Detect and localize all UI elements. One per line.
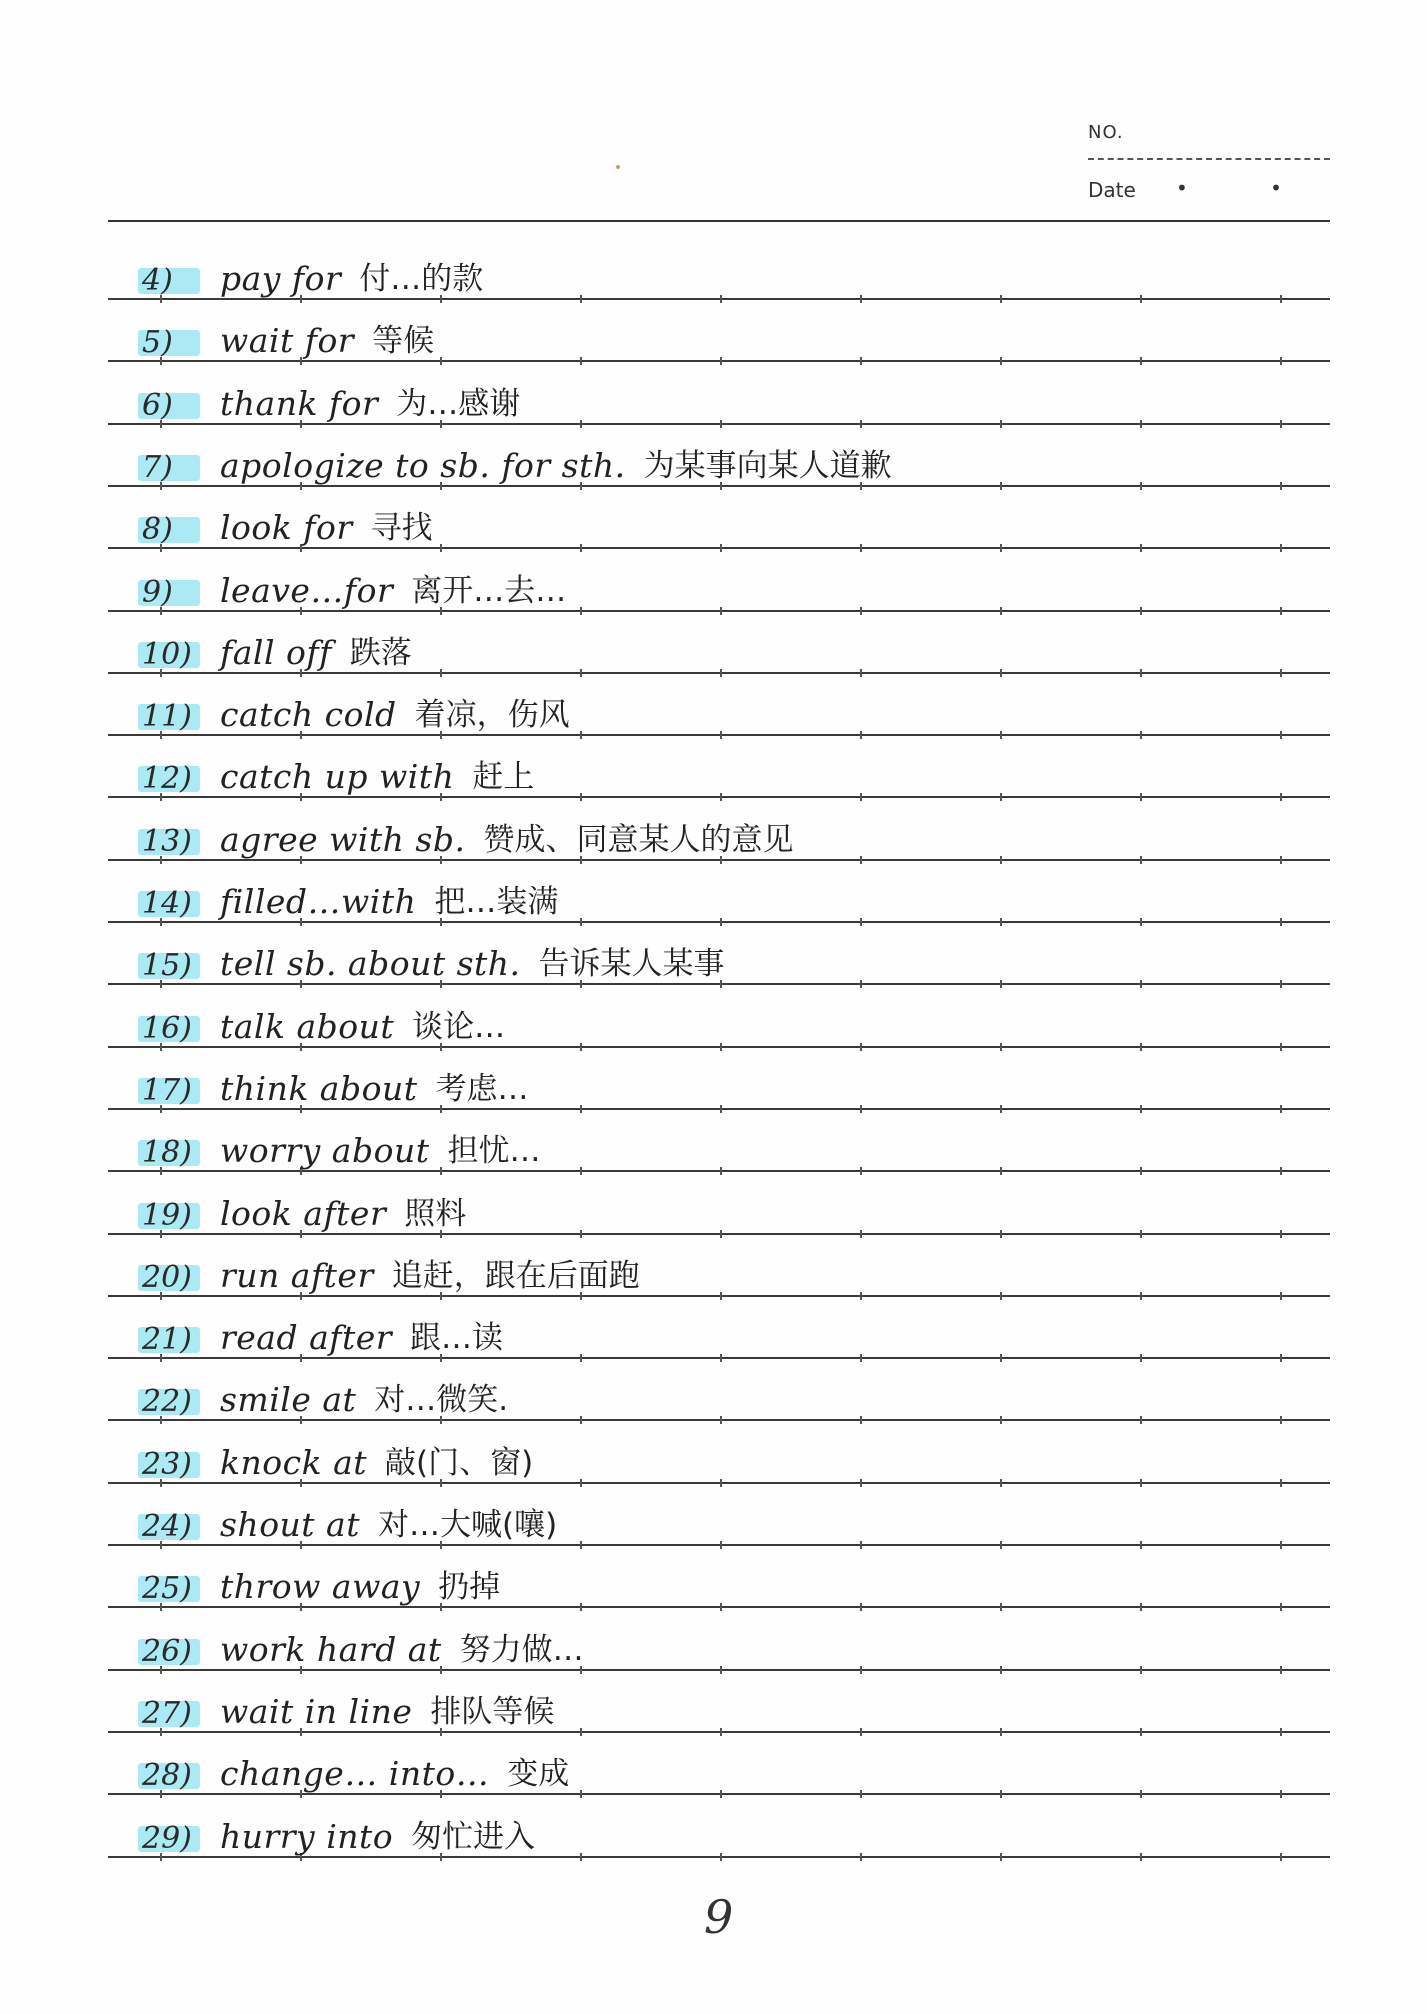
rule-tick (580, 1479, 582, 1487)
rule-tick (580, 1728, 582, 1736)
page-number: 9 (704, 1890, 734, 1944)
rule-tick (1140, 1479, 1142, 1487)
ruled-line (108, 1357, 1330, 1359)
entry-number: 10) (138, 637, 208, 672)
rule-tick (1000, 295, 1002, 303)
rule-tick (580, 731, 582, 739)
rule-tick (580, 1167, 582, 1175)
rule-tick (1140, 1354, 1142, 1362)
rule-tick (1140, 607, 1142, 615)
rule-tick (860, 669, 862, 677)
rule-tick (1000, 1790, 1002, 1798)
ruled-line (108, 859, 1330, 861)
entry-phrase: think about (220, 1069, 418, 1108)
rule-tick (1280, 1105, 1282, 1113)
rule-tick (580, 420, 582, 428)
rule-tick (1000, 1167, 1002, 1175)
rule-tick (1000, 420, 1002, 428)
entry-number: 16) (138, 1011, 208, 1046)
entry-number: 9) (138, 575, 208, 610)
entry-number: 23) (138, 1447, 208, 1482)
rule-tick (1140, 1541, 1142, 1549)
rule-tick (1000, 1666, 1002, 1674)
entry-number: 28) (138, 1758, 208, 1793)
rule-tick (580, 1790, 582, 1798)
entry-meaning: 对…大喊(嚷) (378, 1507, 558, 1543)
entry-number: 15) (138, 948, 208, 983)
entry-phrase: filled…with (220, 882, 417, 921)
entry-number: 26) (138, 1634, 208, 1669)
rule-tick (1280, 357, 1282, 365)
phrase-entry (138, 740, 534, 796)
rule-tick (1280, 1790, 1282, 1798)
entry-number: 24) (138, 1509, 208, 1544)
rule-tick (720, 1292, 722, 1300)
rule-tick (1280, 980, 1282, 988)
rule-tick (1000, 918, 1002, 926)
rule-tick (1280, 1416, 1282, 1424)
ruled-line (108, 298, 1330, 300)
rule-tick (720, 669, 722, 677)
ruled-line (108, 360, 1330, 362)
rule-tick (860, 1354, 862, 1362)
rule-tick (1280, 1479, 1282, 1487)
entry-phrase: look after (220, 1194, 387, 1233)
ruled-line (108, 547, 1330, 549)
rule-tick (1140, 731, 1142, 739)
ruled-line (108, 734, 1330, 736)
rule-tick (1140, 1230, 1142, 1238)
entry-meaning: 变成 (507, 1756, 570, 1792)
ruled-line (108, 1669, 1330, 1671)
rule-tick (1280, 544, 1282, 552)
rule-tick (1000, 980, 1002, 988)
rule-tick (860, 420, 862, 428)
entry-number: 27) (138, 1696, 208, 1731)
rule-tick (1140, 1728, 1142, 1736)
rule-tick (1140, 1603, 1142, 1611)
ruled-line (108, 423, 1330, 425)
phrase-entry (138, 1550, 500, 1606)
entry-number: 19) (138, 1198, 208, 1233)
rule-tick (1140, 482, 1142, 490)
rule-tick (1000, 607, 1002, 615)
entry-meaning: 离开…去… (411, 573, 567, 609)
ruled-line (108, 1170, 1330, 1172)
rule-tick (1140, 1292, 1142, 1300)
entry-meaning: 着凉，伤风 (414, 697, 570, 733)
ruled-line (108, 672, 1330, 674)
phrase-entry (138, 429, 892, 485)
rule-tick (1000, 1479, 1002, 1487)
phrase-entry (138, 1800, 535, 1856)
rule-tick (1280, 607, 1282, 615)
entry-phrase: run after (220, 1256, 374, 1295)
rule-tick (860, 1541, 862, 1549)
rule-tick (860, 1603, 862, 1611)
entry-meaning: 为某事向某人道歉 (643, 448, 892, 484)
rule-tick (860, 1666, 862, 1674)
ruled-line (108, 1793, 1330, 1795)
entry-phrase: read after (220, 1318, 393, 1357)
entry-number: 29) (138, 1821, 208, 1856)
rule-tick (860, 1853, 862, 1861)
rule-tick (720, 1416, 722, 1424)
rule-tick (580, 669, 582, 677)
ruled-line (108, 1606, 1330, 1608)
entry-phrase: tell sb. about sth. (220, 944, 521, 983)
rule-tick (580, 918, 582, 926)
entry-phrase: work hard at (220, 1630, 442, 1669)
ruled-line (108, 1731, 1330, 1733)
rule-tick (1280, 1853, 1282, 1861)
rule-tick (1280, 1541, 1282, 1549)
header-date-dots: • • (1176, 176, 1320, 200)
ruled-line (108, 485, 1330, 487)
entry-number: 4) (138, 263, 208, 298)
rule-tick (860, 1292, 862, 1300)
rule-tick (1280, 1354, 1282, 1362)
ruled-line (108, 1233, 1330, 1235)
rule-tick (860, 918, 862, 926)
ruled-line (108, 921, 1330, 923)
entry-meaning: 对…微笑. (374, 1382, 509, 1418)
rule-tick (1140, 544, 1142, 552)
rule-tick (860, 856, 862, 864)
phrase-entry (138, 927, 725, 983)
phrase-entry (138, 990, 505, 1046)
rule-tick (580, 357, 582, 365)
entry-phrase: talk about (220, 1007, 395, 1046)
ruled-line (108, 1856, 1330, 1858)
phrase-entry (138, 367, 520, 423)
rule-tick (1280, 1603, 1282, 1611)
entry-meaning: 努力做… (459, 1632, 584, 1668)
rule-tick (580, 1853, 582, 1861)
entry-meaning: 寻找 (370, 510, 433, 546)
entry-meaning: 考虑… (435, 1071, 529, 1107)
phrase-entry (138, 678, 570, 734)
rule-tick (580, 1043, 582, 1051)
rule-tick (580, 1354, 582, 1362)
rule-tick (720, 1666, 722, 1674)
rule-tick (1140, 1043, 1142, 1051)
phrase-entry (138, 616, 412, 672)
rule-tick (440, 544, 442, 552)
phrase-entry (138, 491, 433, 547)
rule-tick (580, 1603, 582, 1611)
ruled-line (108, 1544, 1330, 1546)
rule-tick (1280, 918, 1282, 926)
rule-tick (1000, 1105, 1002, 1113)
entry-meaning: 告诉某人某事 (538, 946, 725, 982)
entry-meaning: 敲(门、窗) (385, 1445, 534, 1481)
rule-tick (860, 793, 862, 801)
rule-tick (1000, 1354, 1002, 1362)
rule-tick (1000, 731, 1002, 739)
rule-tick (1140, 669, 1142, 677)
rule-tick (1280, 420, 1282, 428)
entry-number: 17) (138, 1073, 208, 1108)
rule-tick (1280, 793, 1282, 801)
phrase-entry (138, 1301, 503, 1357)
rule-tick (1000, 1043, 1002, 1051)
rule-tick (720, 1728, 722, 1736)
entry-phrase: catch cold (220, 695, 397, 734)
entry-meaning: 付…的款 (359, 261, 484, 297)
entry-meaning: 匆忙进入 (411, 1819, 536, 1855)
rule-tick (1140, 295, 1142, 303)
rule-tick (1140, 856, 1142, 864)
rule-tick (720, 1043, 722, 1051)
rule-tick (580, 793, 582, 801)
rule-tick (1140, 1167, 1142, 1175)
phrase-entry (138, 1675, 554, 1731)
entry-meaning: 追赶，跟在后面跑 (391, 1258, 640, 1294)
rule-tick (1000, 1728, 1002, 1736)
entry-meaning: 等候 (372, 323, 435, 359)
rule-tick (720, 357, 722, 365)
rule-tick (1140, 1416, 1142, 1424)
entry-number: 8) (138, 512, 208, 547)
rule-tick (1140, 1666, 1142, 1674)
rule-tick (580, 1230, 582, 1238)
entry-phrase: pay for (220, 259, 342, 298)
entry-number: 12) (138, 761, 208, 796)
entry-meaning: 担忧… (447, 1133, 541, 1169)
rule-tick (1000, 669, 1002, 677)
rule-tick (720, 1853, 722, 1861)
ruled-line (108, 1482, 1330, 1484)
rule-tick (1280, 731, 1282, 739)
rule-tick (1140, 980, 1142, 988)
rule-tick (860, 1105, 862, 1113)
rule-tick (720, 1603, 722, 1611)
entry-phrase: hurry into (220, 1817, 394, 1856)
rule-tick (860, 980, 862, 988)
entry-number: 22) (138, 1384, 208, 1419)
entry-phrase: thank for (220, 384, 379, 423)
rule-tick (1000, 1230, 1002, 1238)
rule-tick (1280, 1043, 1282, 1051)
entry-phrase: smile at (220, 1380, 357, 1419)
header-dashed-line (1088, 158, 1330, 160)
ruled-line (108, 1295, 1330, 1297)
rule-tick (720, 544, 722, 552)
rule-tick (1000, 544, 1002, 552)
entry-phrase: shout at (220, 1505, 360, 1544)
phrase-entry (138, 242, 483, 298)
entry-meaning: 谈论… (412, 1009, 506, 1045)
ruled-line (108, 1046, 1330, 1048)
rule-tick (720, 1105, 722, 1113)
rule-tick (1000, 793, 1002, 801)
rule-tick (860, 1167, 862, 1175)
rule-tick (1140, 1790, 1142, 1798)
rule-tick (1000, 1603, 1002, 1611)
entry-phrase: knock at (220, 1443, 368, 1482)
rule-tick (720, 295, 722, 303)
rule-tick (720, 1479, 722, 1487)
rule-tick (1140, 918, 1142, 926)
rule-tick (1000, 1416, 1002, 1424)
entry-phrase: catch up with (220, 757, 455, 796)
rule-tick (1000, 856, 1002, 864)
entry-number: 21) (138, 1322, 208, 1357)
entry-meaning: 照料 (404, 1196, 467, 1232)
header-no-label: NO. (1088, 122, 1124, 143)
rule-tick (440, 669, 442, 677)
rule-tick (860, 1479, 862, 1487)
rule-tick (1280, 1728, 1282, 1736)
ruled-line (108, 1108, 1330, 1110)
rule-tick (580, 1105, 582, 1113)
rule-tick (1140, 1853, 1142, 1861)
entry-number: 13) (138, 824, 208, 859)
ruled-line (108, 983, 1330, 985)
rule-tick (580, 607, 582, 615)
entry-meaning: 赞成、同意某人的意见 (483, 822, 794, 858)
rule-tick (720, 607, 722, 615)
rule-tick (720, 918, 722, 926)
rule-tick (1140, 793, 1142, 801)
phrase-entry (138, 1052, 529, 1108)
rule-tick (580, 544, 582, 552)
entry-meaning: 排队等候 (430, 1694, 555, 1730)
rule-tick (720, 420, 722, 428)
rule-tick (720, 1541, 722, 1549)
ruled-line (108, 610, 1330, 612)
rule-tick (1000, 357, 1002, 365)
phrase-entry (138, 1737, 569, 1793)
rule-tick (1280, 1666, 1282, 1674)
entry-phrase: look for (220, 508, 353, 547)
entry-phrase: throw away (220, 1567, 421, 1606)
ruled-line (108, 1419, 1330, 1421)
rule-tick (720, 1230, 722, 1238)
rule-tick (720, 1167, 722, 1175)
entry-number: 5) (138, 325, 208, 360)
entry-number: 25) (138, 1571, 208, 1606)
rule-tick (580, 1416, 582, 1424)
entry-phrase: fall off (220, 633, 332, 672)
rule-tick (720, 731, 722, 739)
entry-meaning: 赶上 (472, 759, 535, 795)
rule-tick (1000, 482, 1002, 490)
phrase-entry (138, 304, 434, 360)
entry-phrase: agree with sb. (220, 820, 466, 859)
entry-phrase: wait in line (220, 1692, 413, 1731)
ink-smudge (616, 165, 620, 169)
rule-tick (860, 1728, 862, 1736)
entry-number: 18) (138, 1135, 208, 1170)
phrase-entry (138, 803, 793, 859)
rule-tick (1280, 295, 1282, 303)
rule-tick (860, 731, 862, 739)
rule-tick (580, 1541, 582, 1549)
phrase-entry (138, 1177, 466, 1233)
entry-number: 11) (138, 699, 208, 734)
phrase-entry (138, 1613, 584, 1669)
phrase-entry (138, 1488, 557, 1544)
rule-tick (1280, 1230, 1282, 1238)
rule-tick (1280, 669, 1282, 677)
phrase-entry (138, 865, 558, 921)
rule-tick (1280, 482, 1282, 490)
entry-number: 20) (138, 1260, 208, 1295)
entry-number: 7) (138, 450, 208, 485)
rule-tick (860, 295, 862, 303)
entry-number: 14) (138, 886, 208, 921)
entry-meaning: 为…感谢 (396, 386, 521, 422)
rule-tick (860, 1043, 862, 1051)
entry-meaning: 跌落 (349, 635, 412, 671)
rule-tick (860, 1230, 862, 1238)
phrase-entry (138, 1363, 508, 1419)
rule-tick (860, 357, 862, 365)
rule-tick (720, 1354, 722, 1362)
rule-tick (860, 1416, 862, 1424)
entry-meaning: 扔掉 (438, 1569, 501, 1605)
phrase-entry (138, 554, 566, 610)
rule-tick (1140, 1105, 1142, 1113)
rule-tick (1140, 357, 1142, 365)
entry-meaning: 把…装满 (434, 884, 559, 920)
entry-meaning: 跟…读 (410, 1320, 504, 1356)
phrase-entry (138, 1239, 640, 1295)
entry-phrase: wait for (220, 321, 355, 360)
rule-tick (1000, 1853, 1002, 1861)
entry-phrase: change… into… (220, 1754, 490, 1793)
rule-tick (440, 357, 442, 365)
rule-tick (1140, 420, 1142, 428)
phrase-entry (138, 1426, 533, 1482)
entry-phrase: leave…for (220, 571, 394, 610)
rule-tick (720, 793, 722, 801)
entry-phrase: apologize to sb. for sth. (220, 446, 626, 485)
rule-tick (860, 544, 862, 552)
phrase-entry (138, 1114, 540, 1170)
rule-tick (860, 1790, 862, 1798)
rule-tick (860, 607, 862, 615)
rule-tick (1280, 1167, 1282, 1175)
rule-tick (1280, 856, 1282, 864)
rule-tick (1000, 1541, 1002, 1549)
header-rule (108, 220, 1330, 222)
rule-tick (1000, 1292, 1002, 1300)
rule-tick (1280, 1292, 1282, 1300)
entry-phrase: worry about (220, 1131, 430, 1170)
ruled-line (108, 796, 1330, 798)
entry-number: 6) (138, 388, 208, 423)
rule-tick (720, 1790, 722, 1798)
header-date-label: Date (1088, 178, 1136, 202)
rule-tick (580, 295, 582, 303)
